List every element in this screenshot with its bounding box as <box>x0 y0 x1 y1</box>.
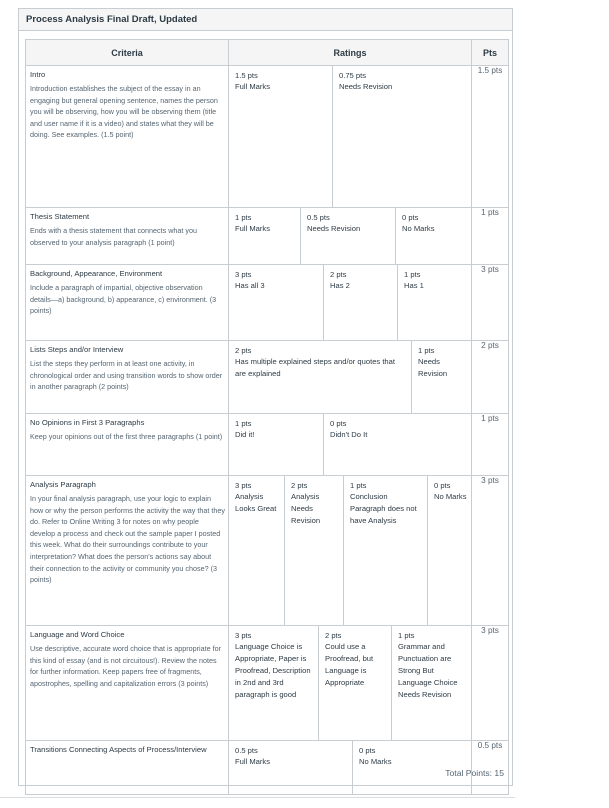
rating-description: No Marks <box>359 757 392 766</box>
criterion-points: 1 pts <box>472 208 509 265</box>
rating-points: 1 pts <box>235 213 252 222</box>
criterion-description: Introduction establishes the subject of the essay in an engaging but general opening sentence, names the person you will be observing, how you will be observing them (title and user name if it is a video) and states what they will be doing. See examples. (1.5 point) <box>30 84 218 140</box>
criterion-cell <box>26 741 229 795</box>
criterion-title: Transitions Connecting Aspects of Process/Interview <box>30 745 207 754</box>
criterion-row-lists-steps <box>26 341 509 414</box>
rating-description: Has multiple explained steps and/or quotes that are explained <box>235 357 395 378</box>
rubric-title: Process Analysis Final Draft, Updated <box>19 9 512 31</box>
rating-description: Needs Revision <box>307 224 361 233</box>
criterion-cell <box>26 414 229 476</box>
criterion-points: 2 pts <box>472 341 509 414</box>
criterion-row-thesis <box>26 208 509 265</box>
rating-description: Has all 3 <box>235 281 265 290</box>
rating-didnt-do-it[interactable] <box>323 414 471 475</box>
criterion-points: 0.5 pts <box>472 741 509 795</box>
rating-multiple-steps[interactable] <box>229 341 411 413</box>
rating-points: 1 pts <box>235 419 252 428</box>
rating-no-marks[interactable] <box>427 476 471 625</box>
rating-full-marks[interactable] <box>229 741 352 794</box>
page-divider <box>0 797 515 798</box>
rating-points: 1 pts <box>398 631 415 640</box>
rating-description: Analysis Needs Revision <box>291 492 321 525</box>
criterion-title: No Opinions in First 3 Paragraphs <box>30 418 145 427</box>
rating-did-it[interactable] <box>229 414 323 475</box>
criteria-header: Criteria <box>26 40 229 66</box>
ratings-cell <box>229 414 472 476</box>
rating-points: 1 pts <box>418 346 435 355</box>
criterion-cell <box>26 626 229 741</box>
rating-points: 0.75 pts <box>339 71 367 80</box>
criterion-cell <box>26 265 229 341</box>
criterion-description: List the steps they perform in at least one activity, in chronological order and using transition words to show order in another paragraph (2 points) <box>30 359 223 392</box>
rating-needs-proofread[interactable] <box>318 626 391 740</box>
criterion-row-transitions <box>26 741 509 795</box>
rating-points: 3 pts <box>235 631 252 640</box>
rating-points: 0 pts <box>434 481 451 490</box>
rating-needs-revision[interactable] <box>332 66 471 207</box>
criterion-row-intro <box>26 66 509 208</box>
rating-points: 2 pts <box>330 270 347 279</box>
total-points: Total Points: 15 <box>445 768 504 778</box>
rating-points: 2 pts <box>235 346 252 355</box>
ratings-cell <box>229 341 472 414</box>
rating-description: Conclusion Paragraph does not have Analysis <box>350 492 417 525</box>
rating-description: Has 2 <box>330 281 350 290</box>
rating-description: Didn't Do It <box>330 430 368 439</box>
rating-description: No Marks <box>402 224 435 233</box>
criterion-row-background <box>26 265 509 341</box>
criterion-points: 1 pts <box>472 414 509 476</box>
criterion-description: Keep your opinions out of the first three paragraphs (1 point) <box>30 432 223 441</box>
criterion-description: Use descriptive, accurate word choice that is appropriate for this kind of essay (and is not circuitous!). Review the notes for further information. Keep papers free of fragments, apostrophes, spelling and capitalization errors (3 points) <box>30 644 221 688</box>
criterion-cell <box>26 341 229 414</box>
rating-points: 2 pts <box>325 631 342 640</box>
criterion-title: Background, Appearance, Environment <box>30 269 163 278</box>
criterion-points: 3 pts <box>472 626 509 741</box>
rating-points: 0.5 pts <box>307 213 330 222</box>
rubric-panel <box>18 8 513 786</box>
rating-description: No Marks <box>434 492 467 501</box>
criterion-title: Intro <box>30 70 46 79</box>
rating-points: 0 pts <box>359 746 376 755</box>
criterion-row-no-opinions <box>26 414 509 476</box>
criterion-points: 3 pts <box>472 265 509 341</box>
criterion-cell <box>26 476 229 626</box>
rating-description: Full Marks <box>235 82 271 91</box>
rating-description: Needs Revision <box>418 357 448 378</box>
ratings-cell <box>229 265 472 341</box>
rating-description: Language Choice is Appropriate, Paper is Proofread, Description in 2nd and 3rd paragraph is good <box>235 642 311 699</box>
rating-no-analysis[interactable] <box>343 476 427 625</box>
rating-points: 1.5 pts <box>235 71 258 80</box>
rating-description: Full Marks <box>235 757 271 766</box>
ratings-cell <box>229 476 472 626</box>
criterion-cell <box>26 66 229 208</box>
rating-analysis-great[interactable] <box>229 476 284 625</box>
rating-needs-revision[interactable] <box>411 341 471 413</box>
rating-language-needs-revision[interactable] <box>391 626 471 740</box>
rating-points: 1 pts <box>350 481 367 490</box>
criterion-row-language <box>26 626 509 741</box>
criterion-title: Analysis Paragraph <box>30 480 96 489</box>
rating-points: 3 pts <box>235 481 252 490</box>
rating-points: 0 pts <box>402 213 419 222</box>
pts-header: Pts <box>472 40 509 66</box>
criterion-description: Include a paragraph of impartial, objective observation details—a) background, b) appearance, c) environment. (3 points) <box>30 283 217 316</box>
rating-full-marks[interactable] <box>229 66 332 207</box>
rating-description: Analysis Looks Great <box>235 492 277 513</box>
criterion-title: Language and Word Choice <box>30 630 125 639</box>
ratings-cell <box>229 626 472 741</box>
rating-description: Full Marks <box>235 224 271 233</box>
criterion-points: 1.5 pts <box>472 66 509 208</box>
rating-needs-revision[interactable] <box>300 208 395 264</box>
rating-analysis-needs-revision[interactable] <box>284 476 343 625</box>
rating-description: Did it! <box>235 430 255 439</box>
rating-full-marks[interactable] <box>229 208 300 264</box>
rating-has-all-3[interactable] <box>229 265 323 340</box>
criterion-title: Lists Steps and/or Interview <box>30 345 124 354</box>
rating-description: Grammar and Punctuation are Strong But Language Choice Needs Revision <box>398 642 458 699</box>
rating-points: 2 pts <box>291 481 308 490</box>
ratings-cell <box>229 208 472 265</box>
criterion-description: Ends with a thesis statement that connects what you observed to your analysis paragraph (1 point) <box>30 226 198 247</box>
criterion-cell <box>26 208 229 265</box>
rating-points: 0 pts <box>330 419 347 428</box>
criterion-title: Thesis Statement <box>30 212 90 221</box>
rating-has-1[interactable] <box>397 265 471 340</box>
ratings-header: Ratings <box>229 40 472 66</box>
rating-points: 3 pts <box>235 270 252 279</box>
rating-points: 1 pts <box>404 270 421 279</box>
rating-description: Needs Revision <box>339 82 393 91</box>
rubric-table <box>25 39 509 795</box>
criterion-row-analysis <box>26 476 509 626</box>
rating-points: 0.5 pts <box>235 746 258 755</box>
ratings-cell <box>229 66 472 208</box>
criterion-points: 3 pts <box>472 476 509 626</box>
header-row <box>26 40 509 66</box>
rating-has-2[interactable] <box>323 265 397 340</box>
rating-language-appropriate[interactable] <box>229 626 318 740</box>
rating-no-marks[interactable] <box>395 208 471 264</box>
rating-description: Has 1 <box>404 281 424 290</box>
rating-description: Could use a Proofread, but Language is Appropriate <box>325 642 374 687</box>
ratings-cell <box>229 741 472 795</box>
criterion-description: In your final analysis paragraph, use your logic to explain how or why the person performs the activity the way that they do. Refer to Online Writing 3 for notes on why people develop a process and check out the sample paper I posted this week. What do their surroundings contribute to your interpretation? What does the person's actions say about their connection to the activity or community you chose? (3 points) <box>30 494 225 585</box>
